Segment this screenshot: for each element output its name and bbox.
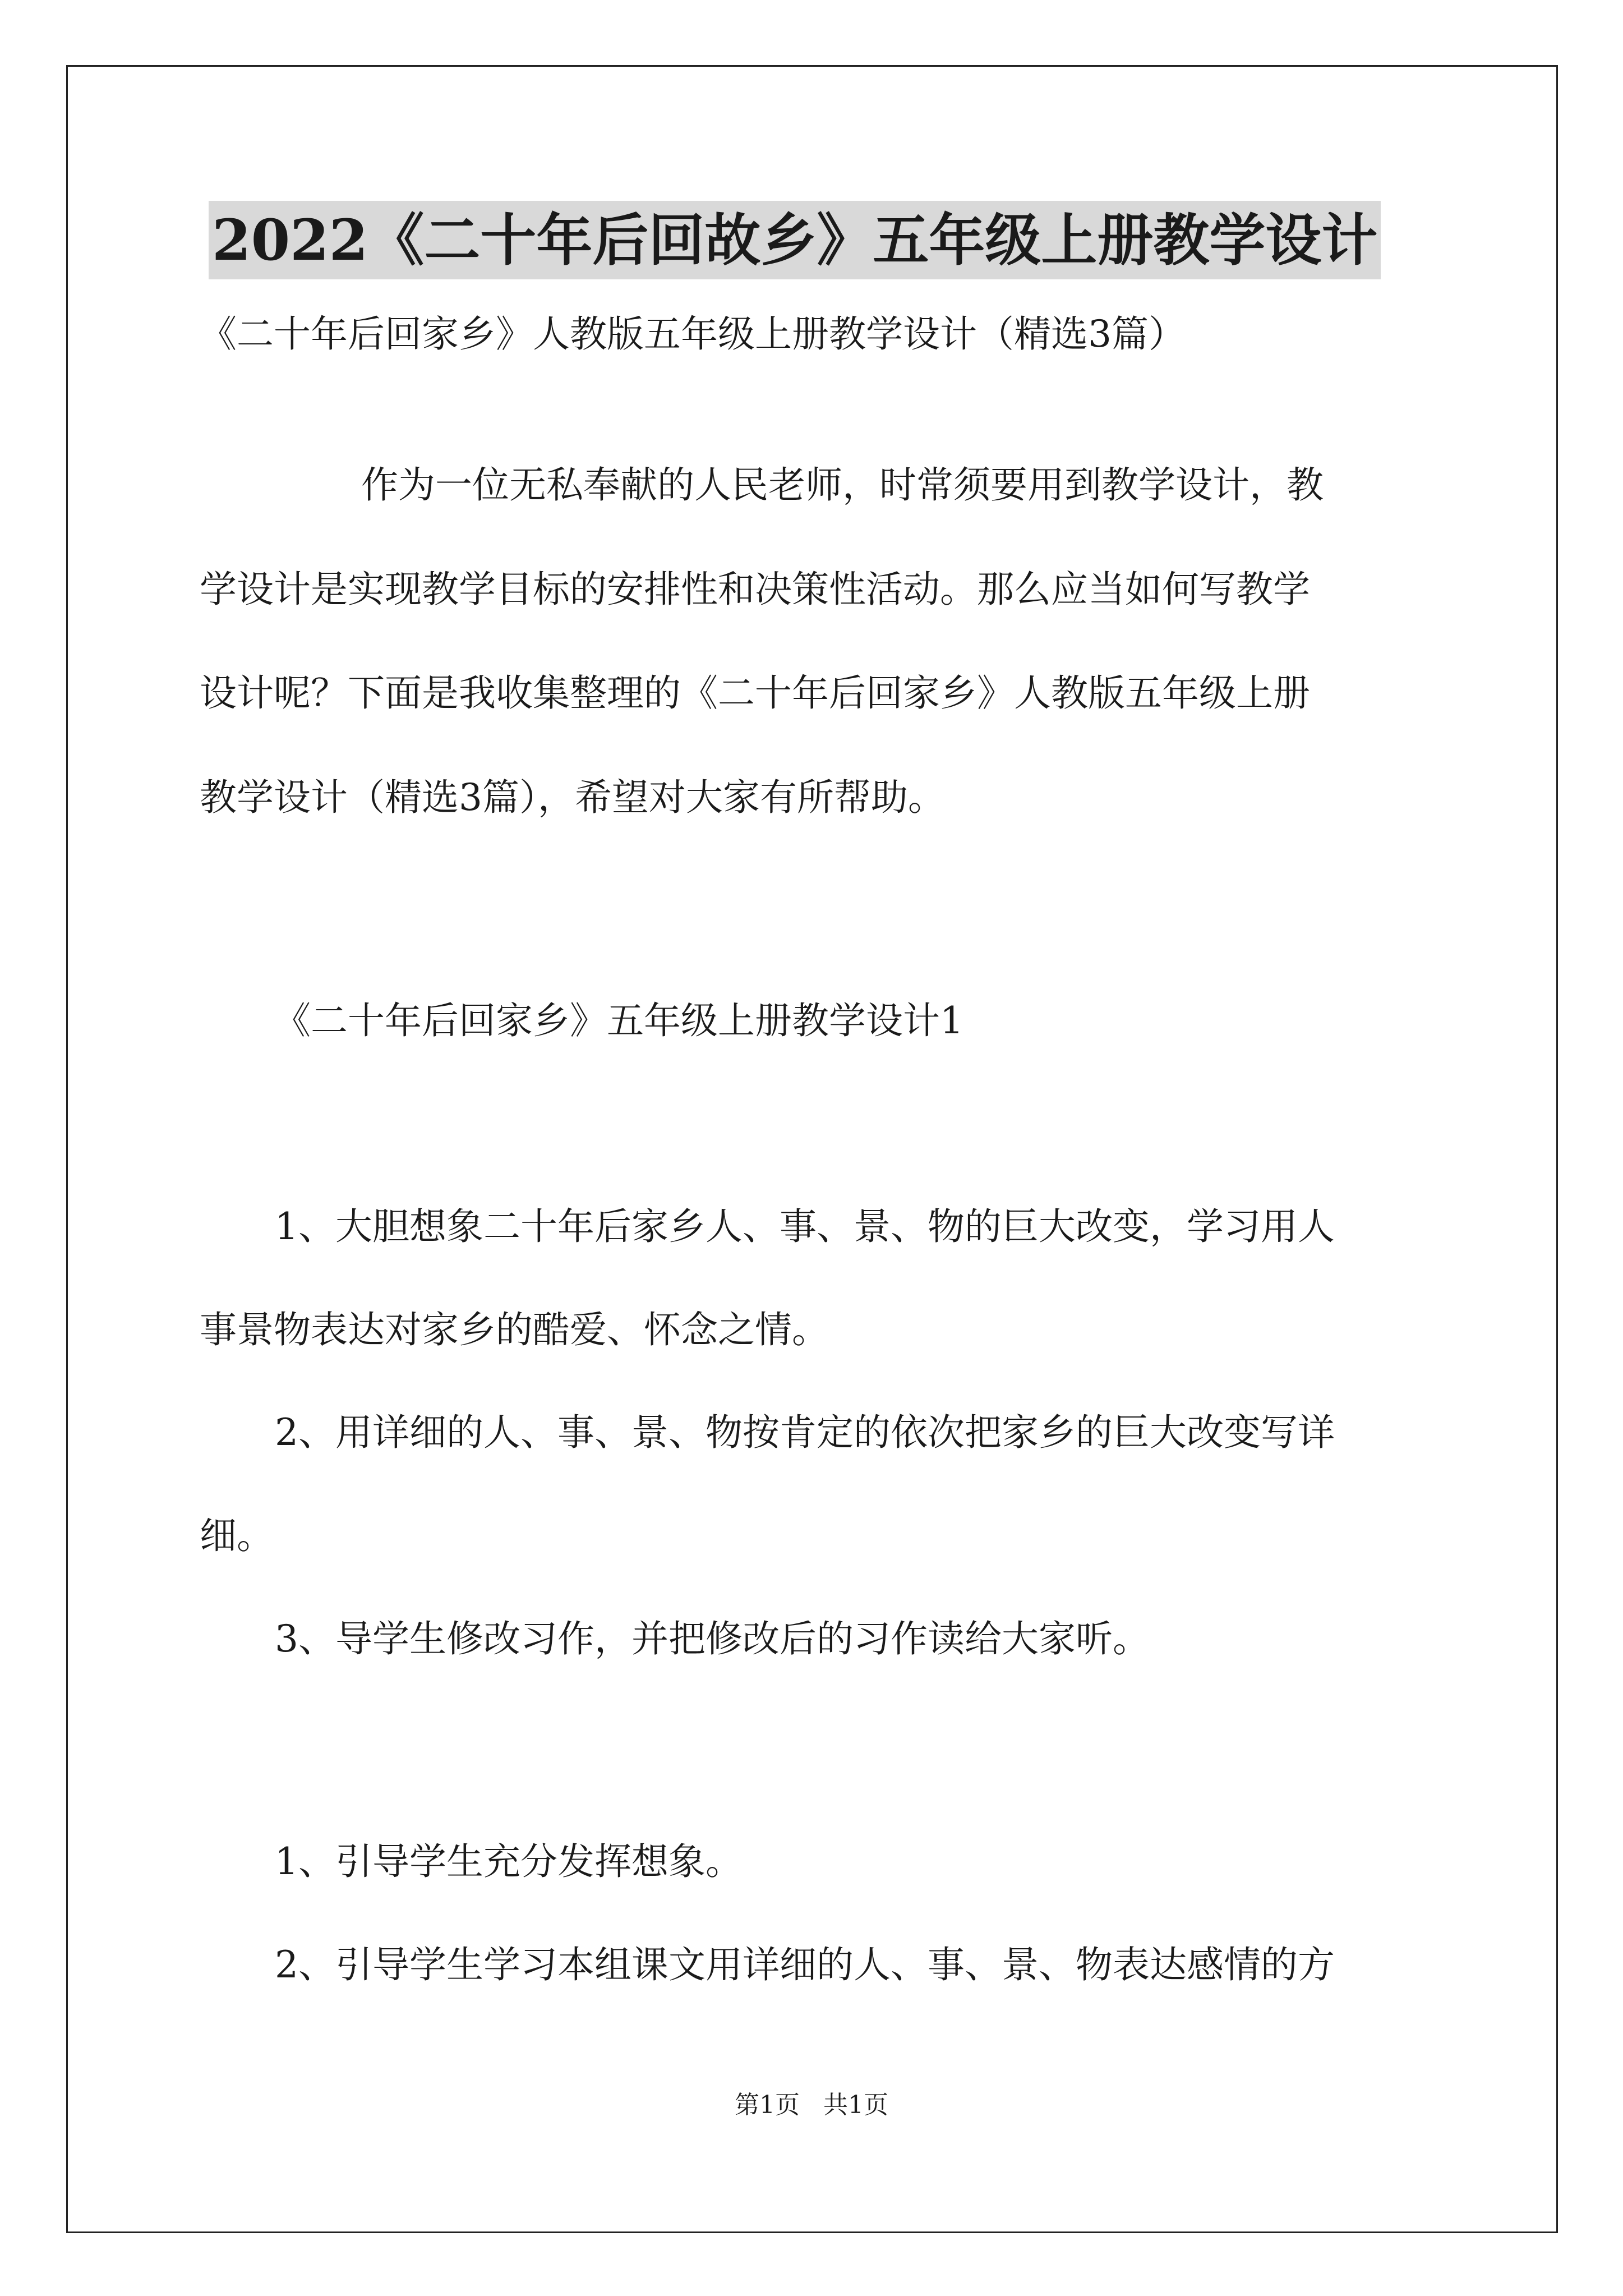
document-title: 2022《二十年后回故乡》五年级上册教学设计: [209, 201, 1381, 279]
goal-line-4: 细。: [200, 1514, 274, 1557]
intro-line-4: 教学设计（精选3篇），希望对大家有所帮助。: [200, 776, 945, 819]
goal-line-3: 2、用详细的人、事、景、物按肯定的依次把家乡的巨大改变写详: [275, 1411, 1335, 1454]
intro-line-3: 设计呢？下面是我收集整理的《二十年后回家乡》人教版五年级上册: [200, 671, 1310, 715]
goal-line-2: 事景物表达对家乡的酷爱、怀念之情。: [200, 1308, 829, 1351]
key-point-line-2: 2、引导学生学习本组课文用详细的人、事、景、物表达感情的方: [275, 1943, 1335, 1986]
intro-line-1: 作为一位无私奉献的人民老师，时常须要用到教学设计，教: [361, 463, 1324, 507]
goal-line-1: 1、大胆想象二十年后家乡人、事、景、物的巨大改变，学习用人: [275, 1205, 1335, 1248]
page-border: [66, 65, 1558, 2233]
key-point-line-1: 1、引导学生充分发挥想象。: [275, 1840, 743, 1883]
section-heading: 《二十年后回家乡》五年级上册教学设计1: [274, 999, 963, 1042]
goal-line-5: 3、导学生修改习作，并把修改后的习作读给大家听。: [275, 1617, 1150, 1660]
page-number-footer: 第1页 共1页: [735, 2091, 888, 2119]
document-subtitle: 《二十年后回家乡》人教版五年级上册教学设计（精选3篇）: [200, 312, 1186, 356]
intro-line-2: 学设计是实现教学目标的安排性和决策性活动。那么应当如何写教学: [200, 568, 1310, 611]
